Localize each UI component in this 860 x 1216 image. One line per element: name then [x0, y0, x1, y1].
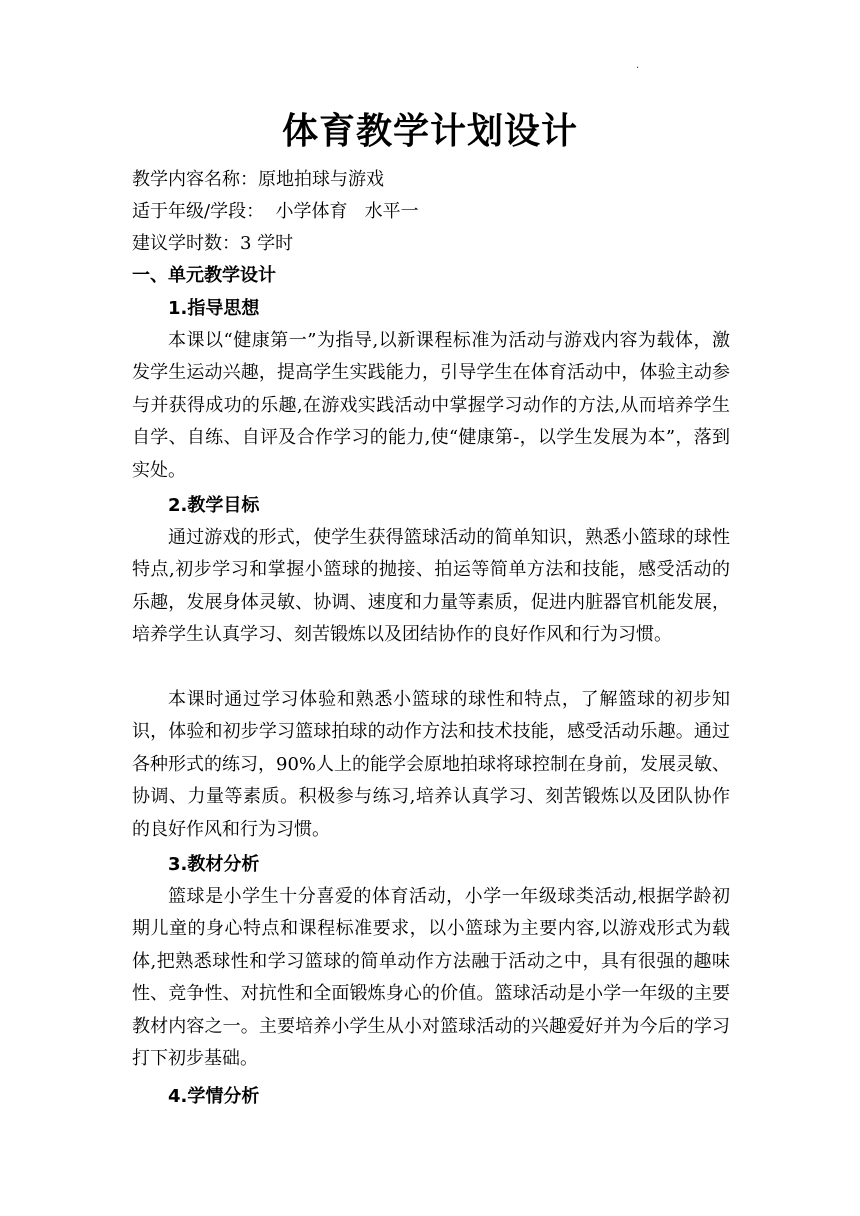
subheading-student-analysis: 4.学情分析 [168, 1086, 260, 1107]
meta-hours: 建议学时数：3 学时 [132, 233, 294, 254]
subheading-teaching-goals: 2.教学目标 [168, 495, 260, 516]
subheading-guiding-ideology: 1.指导思想 [168, 298, 260, 319]
document-title: 体育教学计划设计 [281, 111, 578, 152]
meta-content-name: 教学内容名称：原地拍球与游戏 [132, 169, 384, 190]
paragraph-guiding-ideology: 本课以“健康第一”为指导,以新课程标准为活动与游戏内容为载体，激发学生运动兴趣，提高学生实践能力，引导学生在体育活动中，体验主动参与并获得成功的乐趣,在游戏实践活动中掌握学习动作的方法,从而培养学生自学、自练、自评及合作学习的能力,使“健康第-，以学生发展为本”，落到实处。 [132, 330, 730, 481]
paragraph-teaching-goals-1: 通过游戏的形式，使学生获得篮球活动的简单知识，熟悉小篮球的球性特点,初步学习和掌握小篮球的抛接、拍运等简单方法和技能，感受活动的乐趣，发展身体灵敏、协调、速度和力量等素质，促进内脏器官机能发展，培养学生认真学习、刻苦锻炼以及团结协作的良好作风和行为习惯。 [132, 527, 730, 646]
corner-mark: . [636, 60, 640, 71]
paragraph-teaching-goals-2: 本课时通过学习体验和熟悉小篮球的球性和特点，了解篮球的初步知识，体验和初步学习篮球拍球的动作方法和技术技能，感受活动乐趣。通过各种形式的练习，90%人上的能学会原地拍球将球控制在身前，发展灵敏、协调、力量等素质。积极参与练习,培养认真学习、刻苦锻炼以及团队协作的良好作风和行为习惯。 [132, 689, 731, 840]
meta-grade: 适于年级/学段： 小学体育 水平一 [132, 201, 419, 222]
section-heading-unit-design: 一、单元教学设计 [132, 265, 276, 286]
paragraph-material-analysis: 篮球是小学生十分喜爱的体育活动，小学一年级球类活动,根据学龄初期儿童的身心特点和课程标准要求，以小篮球为主要内容,以游戏形式为载体,把熟悉球性和学习篮球的简单动作方法融于活动之中，具有很强的趣味性、竞争性、对抗性和全面锻炼身心的价值。篮球活动是小学一年级的主要教材内容之一。主要培养小学生从小对篮球活动的兴趣爱好并为今后的学习打下初步基础。 [132, 886, 730, 1070]
subheading-material-analysis: 3.教材分析 [168, 854, 260, 875]
